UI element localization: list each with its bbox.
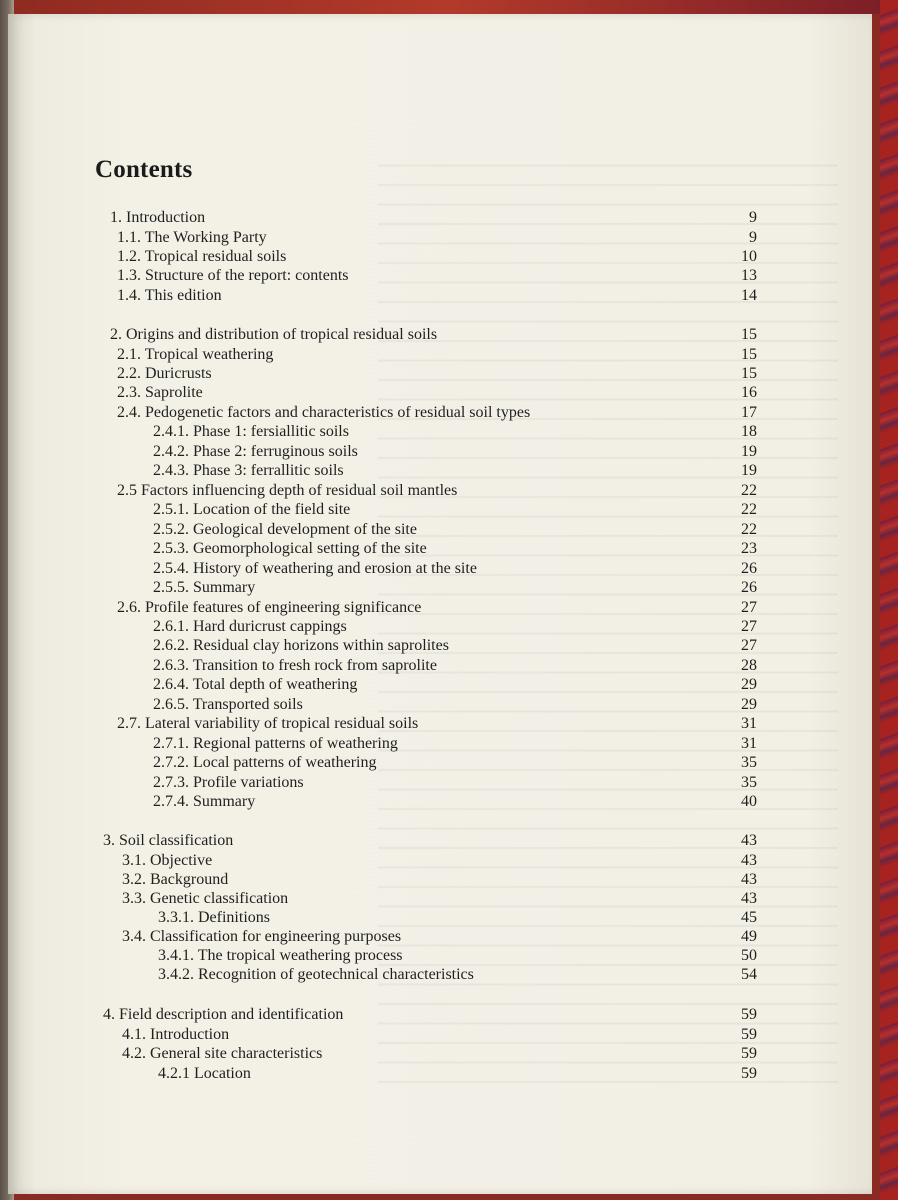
toc-entry <box>0 773 898 792</box>
toc-entry-page-number: 54 <box>741 966 757 983</box>
toc-entry <box>0 520 898 539</box>
toc-entry-page-number: 45 <box>741 909 757 926</box>
toc-entry <box>0 345 898 364</box>
toc-entry <box>0 617 898 636</box>
toc-entry-page-number: 43 <box>741 871 757 888</box>
toc-entry <box>0 792 898 811</box>
toc-entry <box>0 286 898 305</box>
toc-entry <box>0 539 898 558</box>
toc-entry-page-number: 35 <box>741 774 757 791</box>
toc-entry-label: 3.2. Background <box>122 871 229 888</box>
toc-entry <box>0 578 898 597</box>
toc-entry-page-number: 29 <box>741 696 757 713</box>
toc-entry-page-number: 43 <box>741 852 757 869</box>
toc-entry <box>0 965 898 984</box>
toc-entry-page-number: 43 <box>741 890 757 907</box>
toc-entry <box>0 266 898 285</box>
toc-entry-page-number: 31 <box>741 715 757 732</box>
toc-entry <box>0 695 898 714</box>
toc-entry <box>0 831 898 850</box>
toc-entry-page-number: 59 <box>741 1026 757 1043</box>
toc-entry-page-number: 10 <box>741 248 757 265</box>
toc-entry-label: 2.5.4. History of weathering and erosion at the site <box>153 560 477 577</box>
toc-entry <box>0 1044 898 1063</box>
toc-entry-page-number: 19 <box>741 443 757 460</box>
toc-entry <box>0 927 898 946</box>
toc-entry-label: 4.2. General site characteristics <box>122 1045 323 1062</box>
toc-entry-label: 2.7.2. Local patterns of weathering <box>153 754 377 771</box>
toc-entry-page-number: 50 <box>741 947 757 964</box>
toc-entry-label: 3.4. Classification for engineering purposes <box>122 928 402 945</box>
toc-entry <box>0 364 898 383</box>
toc-entry-label: 2. Origins and distribution of tropical residual soils <box>110 326 438 343</box>
toc-entry-label: 3.4.2. Recognition of geotechnical characteristics <box>158 966 474 983</box>
toc-entry <box>0 889 898 908</box>
toc-entry <box>0 403 898 422</box>
toc-entry-label: 4.1. Introduction <box>122 1026 230 1043</box>
toc-entry <box>0 500 898 519</box>
toc-entry <box>0 908 898 927</box>
toc-entry-label: 2.2. Duricrusts <box>117 365 212 382</box>
toc-entry <box>0 1064 898 1083</box>
toc-entry-label: 2.6.4. Total depth of weathering <box>153 676 358 693</box>
toc-entry-label: 2.5.3. Geomorphological setting of the site <box>153 540 427 557</box>
toc-entry-page-number: 27 <box>741 618 757 635</box>
toc-entry <box>0 559 898 578</box>
toc-entry-label: 4. Field description and identification <box>103 1006 344 1023</box>
toc-entry-label: 2.7.3. Profile variations <box>153 774 304 791</box>
toc-entry <box>0 734 898 753</box>
toc-entry-page-number: 59 <box>741 1006 757 1023</box>
toc-entry-label: 3.3.1. Definitions <box>158 909 270 926</box>
toc-entry-page-number: 15 <box>741 346 757 363</box>
toc-entry-page-number: 26 <box>741 560 757 577</box>
toc-entry-page-number: 22 <box>741 521 757 538</box>
toc-entry-page-number: 9 <box>749 229 757 246</box>
toc-entry <box>0 675 898 694</box>
toc-entry-label: 2.6.1. Hard duricrust cappings <box>153 618 347 635</box>
toc-entry-page-number: 43 <box>741 832 757 849</box>
toc-entry-label: 2.3. Saprolite <box>117 384 203 401</box>
toc-entry-page-number: 59 <box>741 1045 757 1062</box>
toc-entry-label: 3.3. Genetic classification <box>122 890 289 907</box>
toc-entry-page-number: 23 <box>741 540 757 557</box>
toc-entry-label: 2.6.5. Transported soils <box>153 696 303 713</box>
toc-entry <box>0 598 898 617</box>
toc-entry-page-number: 31 <box>741 735 757 752</box>
toc-entry-label: 2.5.5. Summary <box>153 579 256 596</box>
toc-entry <box>0 325 898 344</box>
toc-entry-label: 3. Soil classification <box>103 832 234 849</box>
toc-entry <box>0 1005 898 1024</box>
toc-entry-label: 3.1. Objective <box>122 852 213 869</box>
toc-entry <box>0 714 898 733</box>
toc-entry-page-number: 35 <box>741 754 757 771</box>
toc-entry <box>0 383 898 402</box>
toc-entry-page-number: 29 <box>741 676 757 693</box>
toc-entry-page-number: 13 <box>741 267 757 284</box>
toc-entry <box>0 247 898 266</box>
toc-entry-label: 1. Introduction <box>110 209 206 226</box>
toc-entry-label: 1.2. Tropical residual soils <box>117 248 287 265</box>
toc-entry-label: 2.1. Tropical weathering <box>117 346 274 363</box>
toc-entry-label: 2.4.3. Phase 3: ferrallitic soils <box>153 462 344 479</box>
toc-entry-page-number: 59 <box>741 1065 757 1082</box>
toc-entry <box>0 1025 898 1044</box>
toc-entry-page-number: 9 <box>749 209 757 226</box>
toc-entry-label: 2.7.4. Summary <box>153 793 256 810</box>
toc-entry <box>0 422 898 441</box>
toc-entry <box>0 753 898 772</box>
toc-entry-label: 2.6.3. Transition to fresh rock from saprolite <box>153 657 437 674</box>
toc-entry-page-number: 22 <box>741 482 757 499</box>
toc-entry <box>0 636 898 655</box>
toc-entry <box>0 946 898 965</box>
toc-entry-label: 2.5.2. Geological development of the site <box>153 521 417 538</box>
toc-entry-page-number: 16 <box>741 384 757 401</box>
toc-entry-page-number: 17 <box>741 404 757 421</box>
toc-entry-page-number: 49 <box>741 928 757 945</box>
toc-entry-label: 1.3. Structure of the report: contents <box>117 267 349 284</box>
toc-entry-label: 2.6. Profile features of engineering significance <box>117 599 422 616</box>
toc-entry-label: 2.5.1. Location of the field site <box>153 501 351 518</box>
toc-entry-page-number: 40 <box>741 793 757 810</box>
toc-entry <box>0 481 898 500</box>
toc-entry-page-number: 26 <box>741 579 757 596</box>
toc-entry-label: 2.7.1. Regional patterns of weathering <box>153 735 398 752</box>
toc-entry-label: 2.5 Factors influencing depth of residual soil mantles <box>117 482 458 499</box>
toc-entry-page-number: 15 <box>741 326 757 343</box>
toc-entry-label: 2.4. Pedogenetic factors and characteristics of residual soil types <box>117 404 531 421</box>
toc-entry-page-number: 28 <box>741 657 757 674</box>
toc-entry <box>0 228 898 247</box>
toc-entry-label: 2.4.1. Phase 1: fersiallitic soils <box>153 423 349 440</box>
toc-entry-page-number: 27 <box>741 637 757 654</box>
toc-entry-label: 2.4.2. Phase 2: ferruginous soils <box>153 443 358 460</box>
toc-entry-label: 2.7. Lateral variability of tropical residual soils <box>117 715 419 732</box>
toc-entry-page-number: 18 <box>741 423 757 440</box>
toc-entry-label: 4.2.1 Location <box>158 1065 251 1082</box>
toc-entry <box>0 442 898 461</box>
toc-entry <box>0 208 898 227</box>
toc-entry <box>0 656 898 675</box>
toc-entry-label: 2.6.2. Residual clay horizons within saprolites <box>153 637 449 654</box>
toc-entry-page-number: 27 <box>741 599 757 616</box>
toc-entry-page-number: 15 <box>741 365 757 382</box>
toc-entry <box>0 461 898 480</box>
toc-entry <box>0 851 898 870</box>
toc-entry-label: 3.4.1. The tropical weathering process <box>158 947 403 964</box>
toc-entry-label: 1.4. This edition <box>117 287 222 304</box>
toc-entry-label: 1.1. The Working Party <box>117 229 267 246</box>
toc-entry-page-number: 14 <box>741 287 757 304</box>
toc-entry-page-number: 19 <box>741 462 757 479</box>
page-title: Contents <box>95 156 193 183</box>
toc-entry-page-number: 22 <box>741 501 757 518</box>
toc-entry <box>0 870 898 889</box>
